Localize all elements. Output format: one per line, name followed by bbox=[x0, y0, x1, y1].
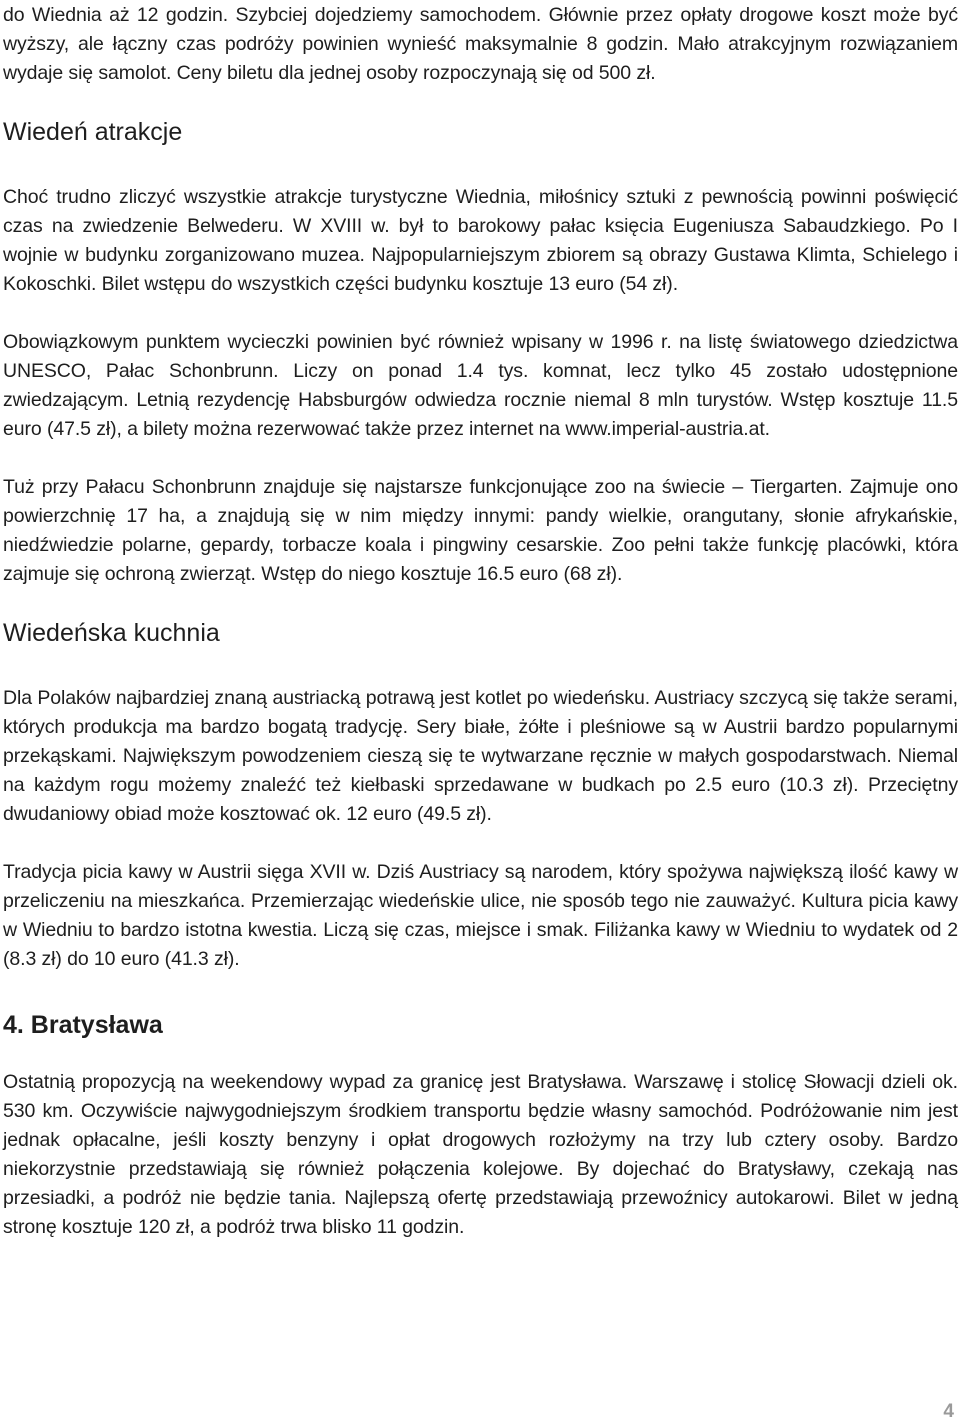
paragraph-coffee: Tradycja picia kawy w Austrii sięga XVII w. Dziś Austriacy są narodem, który spożywa największą ilość kawy w przeliczeniu na mieszkańca. Przemierzając wiedeńskie ulice, nie sposób tego nie zauważyć. Kultura picia kawy w Wiedniu to bardzo istotna kwestia. Liczą się czas, miejsce i smak. Filiżanka kawy w Wiedniu to wydatek od 2 (8.3 zł) do 10 euro (41.3 zł). bbox=[3, 861, 958, 970]
paragraph-schonbrunn: Obowiązkowym punktem wycieczki powinien być również wpisany w 1996 r. na listę światowego dziedzictwa UNESCO, Pałac Schonbrunn. Liczy on ponad 1.4 tys. komnat, lecz tylko 45 zostało udostępnione zwiedzającym. Letnią rezydencję Habsburgów odwiedza rocznie niemal 8 mln turystów. Wstęp kosztuje 11.5 euro (47.5 zł), a bilety można rezerwować także przez internet na www.imperial-austria.at. bbox=[3, 331, 958, 440]
paragraph-belvedere: Choć trudno zliczyć wszystkie atrakcje turystyczne Wiednia, miłośnicy sztuki z pewnością powinni poświęcić czas na zwiedzenie Belwederu. W XVIII w. był to barokowy pałac księcia Eugeniusza Sabaudzkiego. Po I wojnie w budynku zorganizowano muzea. Najpopularniejszym zbiorem są obrazy Gustawa Klimta, Schielego i Kokoschki. Bilet wstępu do wszystkich części budynku kosztuje 13 euro (54 zł). bbox=[3, 186, 958, 295]
paragraph-bratislava: Ostatnią propozycją na weekendowy wypad za granicę jest Bratysława. Warszawę i stolicę Słowacji dzieli ok. 530 km. Oczywiście najwygodniejszym środkiem transportu będzie własny samochód. Podróżowanie nim jest jednak opłacalne, jeśli koszty benzyny i opłat drogowych rozłożymy na trzy lub cztery osoby. Bardzo niekorzystnie przedstawiają się również połączenia kolejowe. By dojechać do Bratysławy, czekają nas przesiadki, a podróż nie będzie tania. Najlepszą ofertę przedstawiają przewoźnicy autokarowi. Bilet w jedną stronę kosztuje 120 zł, a podróż trwa blisko 11 godzin. bbox=[3, 1071, 958, 1238]
section-heading-vienna-attractions: Wiedeń atrakcje bbox=[3, 118, 183, 146]
page-number: 4 bbox=[943, 1401, 954, 1422]
paragraph-tiergarten: Tuż przy Pałacu Schonbrunn znajduje się najstarsze funkcjonujące zoo na świecie – Tiergarten. Zajmuje ono powierzchnię 17 ha, a znajdują się w nim między innymi: pandy wielkie, orangutany, słonie afrykańskie, niedźwiedzie polarne, gepardy, torbacze koala i pingwiny cesarskie. Zoo pełni także funkcję placówki, która zajmuje się ochroną zwierząt. Wstęp do niego kosztuje 16.5 euro (68 zł). bbox=[3, 476, 958, 585]
intro-paragraph: do Wiednia aż 12 godzin. Szybciej dojedziemy samochodem. Głównie przez opłaty drogowe koszt może być wyższy, ale łączny czas podróży powinien wynieść maksymalnie 8 godzin. Mało atrakcyjnym rozwiązaniem wydaje się samolot. Ceny biletu dla jednej osoby rozpoczynają się od 500 zł. bbox=[3, 4, 958, 84]
section-heading-vienna-cuisine: Wiedeńska kuchnia bbox=[3, 619, 220, 647]
document-page bbox=[3, 0, 958, 1242]
paragraph-cuisine: Dla Polaków najbardziej znaną austriacką potrawą jest kotlet po wiedeńsku. Austriacy szczycą się także serami, których produkcja ma bardzo bogatą tradycję. Sery białe, żółte i pleśniowe są w Austrii bardzo popularnymi przekąskami. Największym powodzeniem cieszą się te wytwarzane ręcznie w małych gospodarstwach. Niemal na każdym rogu możemy znaleźć też kiełbaski sprzedawane w budkach po 2.5 euro (10.3 zł). Przeciętny dwudaniowy obiad może kosztować ok. 12 euro (49.5 zł). bbox=[3, 687, 958, 825]
section-heading-bratislava: 4. Bratysława bbox=[3, 1011, 163, 1039]
